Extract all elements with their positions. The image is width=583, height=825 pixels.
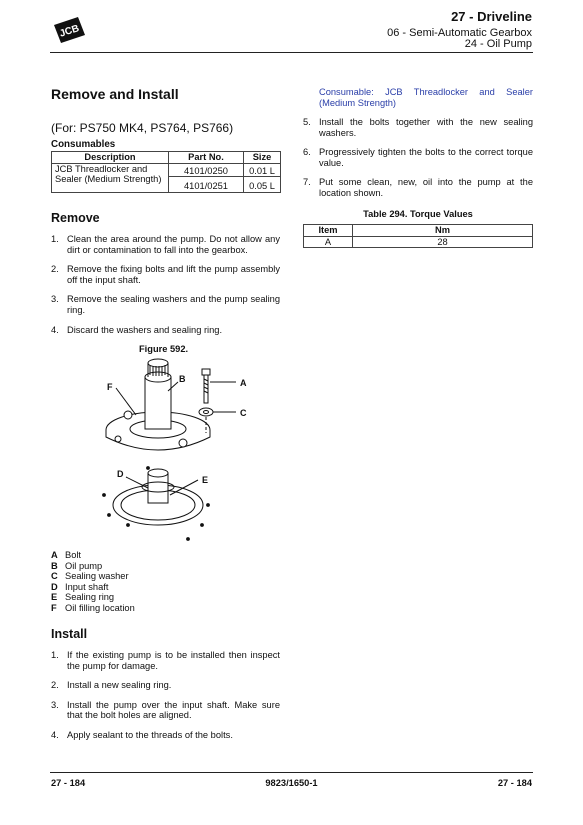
- footer-doc-number: 9823/1650-1: [265, 778, 318, 788]
- list-item: 1. If the existing pump is to be installed then inspect the pump for damage.: [51, 650, 280, 671]
- subsection-title: 24 - Oil Pump: [464, 38, 532, 50]
- legend-item: C Sealing washer: [51, 571, 129, 582]
- legend-item: D Input shaft: [51, 581, 109, 592]
- list-item: 1. Clean the area around the pump. Do not allow any dirt or contamination to fall into the gearbox.: [51, 234, 280, 255]
- install-steps-continued: [303, 117, 533, 199]
- col-header-nm: Nm: [353, 225, 533, 237]
- list-item: 4. Apply sealant to the threads of the bolts.: [51, 729, 233, 740]
- footer-page-left: 27 - 184: [51, 778, 86, 788]
- size-cell: 0.01 L: [244, 163, 281, 177]
- col-header-item: Item: [304, 225, 353, 237]
- list-item: 2. Install a new sealing ring.: [51, 680, 172, 691]
- label-f: F: [107, 382, 113, 392]
- label-b: B: [179, 374, 186, 384]
- list-item: 4. Discard the washers and sealing ring.: [51, 324, 223, 335]
- label-d: D: [117, 469, 124, 479]
- chapter-title: 27 - Driveline: [451, 9, 532, 24]
- consumable-link[interactable]: Consumable: JCB Threadlocker and Sealer (Medium Strength): [319, 87, 533, 108]
- list-item: 3. Install the pump over the input shaft. Make sure that the bolt holes are aligned.: [51, 699, 280, 721]
- table-row: [304, 236, 533, 248]
- list-item: 2. Remove the fixing bolts and lift the pump assembly off the input shaft.: [51, 264, 280, 285]
- footer-page-right: 27 - 184: [497, 778, 532, 788]
- item-cell: A: [304, 236, 353, 248]
- list-item: 6. Progressively tighten the bolts to the correct torque value.: [303, 147, 533, 168]
- legend-item: A Bolt: [51, 550, 82, 560]
- legend-item: E Sealing ring: [51, 592, 115, 603]
- part-no-cell: 4101/0251: [169, 177, 244, 193]
- torque-table: [303, 224, 533, 248]
- torque-table-caption: Table 294. Torque Values: [363, 209, 473, 219]
- col-header-size: Size: [244, 152, 281, 164]
- label-a: A: [240, 378, 247, 388]
- models-note: (For: PS750 MK4, PS764, PS766): [51, 121, 234, 135]
- consumables-table: [51, 151, 281, 193]
- logo-text: JCB: [58, 23, 81, 40]
- label-c: C: [240, 408, 247, 418]
- col-header-part-no: Part No.: [169, 152, 244, 164]
- install-steps: [51, 650, 280, 741]
- remove-heading: Remove: [51, 211, 100, 225]
- section-title: 06 - Semi-Automatic Gearbox: [387, 27, 532, 39]
- consumables-heading: Consumables: [51, 139, 116, 150]
- legend-item: B Oil pump: [51, 560, 103, 571]
- remove-steps: [51, 234, 280, 335]
- footer-rule: [50, 772, 533, 773]
- legend-item: F Oil filling location: [51, 602, 135, 613]
- col-header-description: Description: [52, 152, 169, 164]
- figure-caption: Figure 592.: [139, 344, 189, 354]
- list-item: 3. Remove the sealing washers and the pump sealing ring.: [51, 294, 280, 315]
- jcb-logo: [52, 15, 86, 45]
- size-cell: 0.05 L: [244, 177, 281, 193]
- part-no-cell: 4101/0250: [169, 163, 244, 177]
- nm-cell: 28: [353, 236, 533, 248]
- page-title: Remove and Install: [51, 86, 179, 102]
- header-rule: [50, 52, 533, 53]
- label-e: E: [202, 475, 209, 485]
- list-item: 7. Put some clean, new, oil into the pump at the location shown.: [303, 177, 533, 198]
- consumable-description: JCB Threadlocker and Sealer (Medium Strength): [52, 163, 169, 192]
- install-heading: Install: [51, 627, 88, 641]
- oil-pump-figure: [88, 355, 268, 545]
- figure-legend: [51, 550, 135, 614]
- list-item: 5. Install the bolts together with the new sealing washers.: [303, 117, 533, 138]
